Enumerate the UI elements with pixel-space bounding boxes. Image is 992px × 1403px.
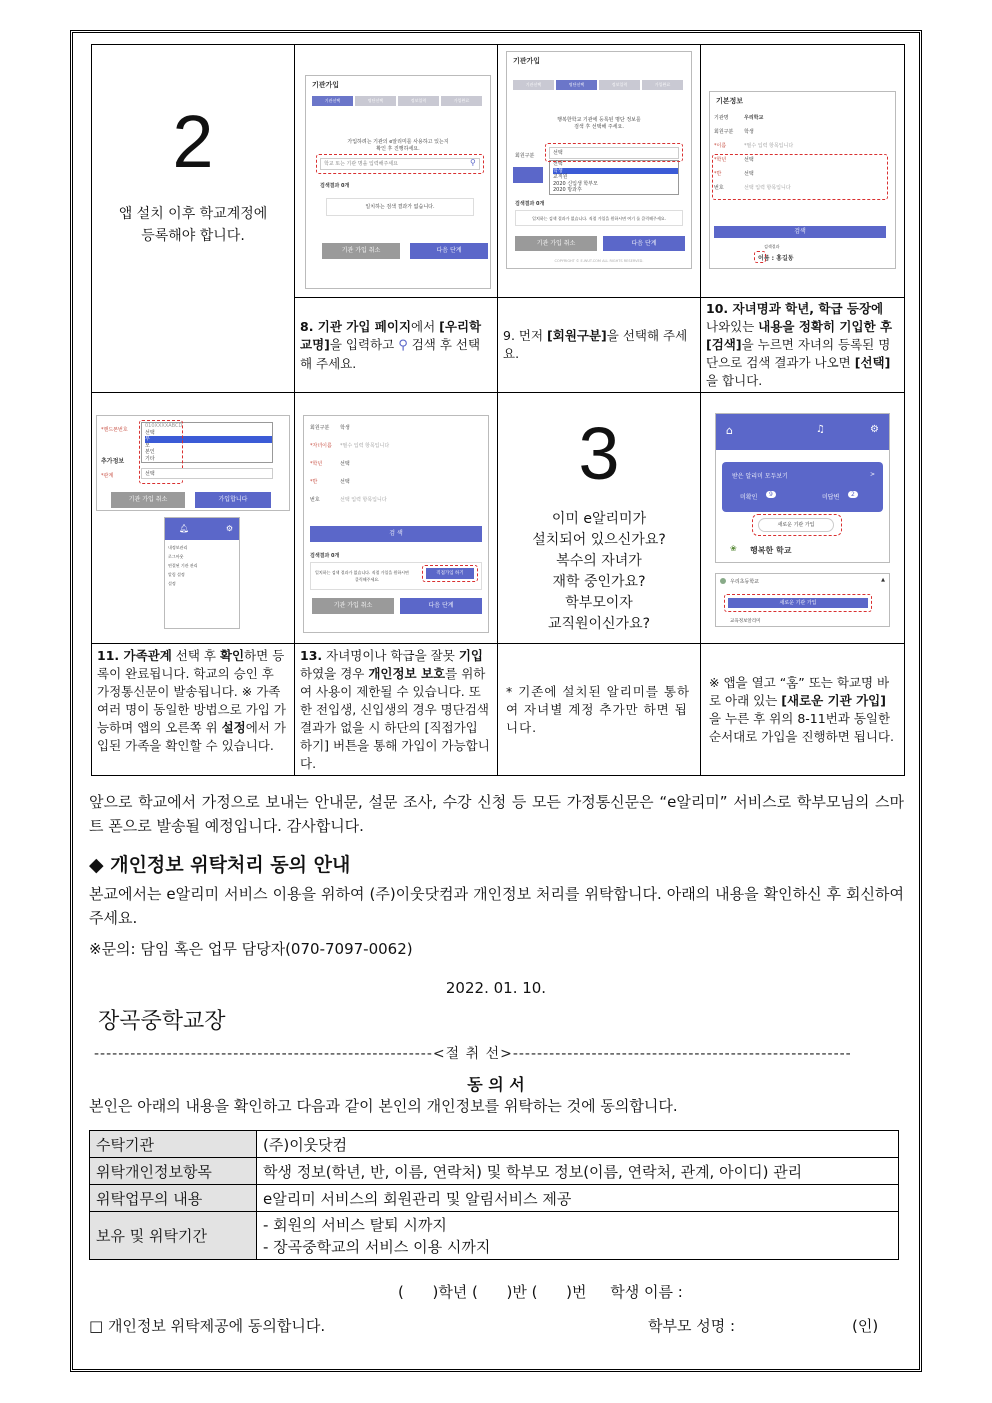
result-label: 검색결과 0개: [320, 183, 350, 189]
caption-text: 을 누르면 자녀의 등록된 명단으로 검색 결과가 나오면: [706, 337, 891, 370]
menu-item[interactable]: 로그아웃: [168, 554, 184, 559]
cancel-button[interactable]: 기관 가입 취소: [515, 236, 597, 251]
screenshot-cell: [498, 45, 701, 298]
step-tabs: [513, 80, 685, 90]
section-label: 추가정보: [101, 458, 125, 465]
table-value: [257, 1212, 899, 1260]
new-org-button[interactable]: 새로운 기관 가입: [758, 518, 834, 532]
guide-text: 검색 후 선택해 주세요.: [574, 124, 624, 130]
search-icon[interactable]: ⚲: [470, 158, 476, 167]
row-value[interactable]: 학생: [340, 425, 350, 431]
table-row: [90, 1131, 899, 1158]
caption-text: 을 합니다.: [706, 373, 763, 388]
caption-text: 을 선택해 주세요.: [503, 328, 688, 361]
caption-bold: 기입: [458, 648, 483, 663]
option[interactable]: 기타: [145, 455, 155, 462]
question-text: 재학 중인가요?: [552, 574, 646, 590]
notice-date: 2022. 01. 10.: [445, 979, 547, 997]
menu-item[interactable]: 알림 설정: [168, 572, 185, 577]
step3-question-cell: [498, 393, 701, 644]
row-value[interactable]: 선택: [744, 157, 754, 163]
guide-text: 확인 후 진행하세요.: [376, 146, 420, 152]
contact-info: ※문의: 담임 혹은 업무 담당자(070-7097-0062): [89, 940, 413, 958]
all-alerts-link[interactable]: 받은 알리미 모두보기: [732, 473, 788, 480]
caption-text: 하였을 경우: [300, 666, 369, 681]
result-label: 검색결과 0개: [515, 201, 545, 207]
row-value[interactable]: 선택 입력 항목입니다: [340, 497, 387, 503]
highlight-box: [316, 154, 484, 174]
question-text: 학부모이자: [565, 595, 633, 611]
row-label: 회원구분: [310, 425, 330, 431]
caption-text: 을 입력하고: [329, 336, 399, 352]
row-label: 번호: [310, 497, 320, 503]
step-number: 2: [172, 100, 214, 183]
screenshot-cell: [92, 393, 295, 644]
result-text: 클릭해주세요.: [355, 577, 380, 582]
screen-title: 기본정보: [716, 97, 744, 105]
caption-9: [498, 298, 701, 393]
table-key: 위탁업무의 내용: [90, 1185, 257, 1212]
screenshot-cell: [295, 393, 498, 644]
row-value[interactable]: 선택: [744, 171, 754, 177]
row-value[interactable]: *필수 입력 항목입니다: [340, 443, 390, 449]
section-title: ◆ 개인정보 위탁처리 동의 안내: [89, 854, 351, 876]
row-value[interactable]: 선택 입력 항목입니다: [744, 185, 791, 191]
next-button[interactable]: 다음 단계: [410, 243, 488, 259]
question-text: 이미 e알리미가: [551, 511, 647, 527]
highlight-box: [754, 251, 766, 263]
new-org-button[interactable]: 새로운 기관 가입: [728, 598, 868, 608]
step-tab: 가입완료: [441, 96, 482, 106]
result-label: 검색결과 0개: [310, 553, 340, 559]
cancel-button[interactable]: 기관 가입 취소: [322, 243, 400, 259]
caption-bold: [회원구분]: [547, 328, 607, 343]
highlight-box: [422, 565, 478, 582]
row-label: 회원구분: [714, 129, 734, 135]
member-type-select[interactable]: 선택: [549, 147, 679, 159]
caption-13: [295, 644, 498, 776]
caption-bold: [새로운 기관 가입]: [781, 692, 886, 708]
question-text: 복수의 자녀가: [556, 553, 642, 569]
gear-icon[interactable]: ⚙: [225, 524, 233, 533]
caption-bold: [우리학교명]: [300, 318, 482, 352]
caption-bold: 10. 자녀명과 학년, 학급 등장에: [706, 301, 884, 316]
step-number: 3: [578, 412, 620, 495]
screen-title: 기관가입: [513, 57, 541, 65]
consent-table: [89, 1130, 899, 1260]
caption-text: 자녀명이나 학급을 잘못: [322, 648, 459, 663]
seal-mark: (인): [852, 1317, 879, 1335]
caption-text: 을 누른 후 위의 8-11번과 동일한 순서대로 가입을 진행하면 됩니다.: [709, 710, 894, 744]
table-key: 보유 및 위탁기간: [90, 1212, 257, 1260]
caption-text: 나와있는: [706, 319, 759, 334]
table-row: [90, 1185, 899, 1212]
row-label: *반: [310, 479, 318, 485]
step-tab: 가입완료: [642, 80, 683, 90]
basic-info-screenshot: [709, 91, 896, 269]
next-button[interactable]: 다음 단계: [603, 236, 685, 251]
info-rows: [310, 424, 389, 514]
option[interactable]: 모: [145, 442, 150, 449]
question-text: 교직원이신가요?: [547, 616, 651, 632]
field-label: *핸드폰번호: [101, 427, 128, 433]
row-label: *학년: [310, 461, 323, 467]
cut-line: --------------------------------------------------------<절 취 선>--------------------------------------------------------: [94, 1046, 852, 1062]
question-text: 설치되어 있으신가요?: [532, 532, 666, 548]
step-tab: 정보입력: [398, 96, 439, 106]
phone-value: 010XXXXABCD: [145, 423, 183, 429]
unanswered-label[interactable]: 미답변: [822, 494, 840, 501]
member-type-options: [549, 160, 679, 195]
caption-text: 검색 후 선택해 주세요.: [300, 336, 481, 371]
cancel-button[interactable]: 기관 가입 취소: [111, 492, 185, 508]
org-list-item[interactable]: 교육정보알리미: [730, 619, 761, 624]
caption-existing: * 기존에 설치된 알리미를 통하여 자녀별 계정 추가만 하면 됩니다.: [498, 644, 701, 776]
unanswered-count: 2: [848, 491, 858, 498]
caption-11: [92, 644, 295, 776]
caption-bold: 8. 기관 가입 페이지: [300, 318, 412, 334]
step-tab: 정보입력: [599, 80, 640, 90]
step2-intro-cell: [92, 45, 295, 393]
notice-intro: 앞으로 학교에서 가정으로 보내는 안내문, 설문 조사, 수강 신청 등 모든 가정통신문은 “e알리미” 서비스로 학부모님의 스마트 폰으로 발송될 예정입니다. 감사합니다.: [89, 793, 904, 835]
parent-name-label: 학부모 성명 :: [648, 1317, 736, 1335]
caption-new-org: [701, 644, 905, 776]
consent-title: 동 의 서: [467, 1075, 525, 1094]
row-label: *이름: [714, 143, 727, 149]
bell-icon: 🔔︎: [179, 524, 190, 533]
caption-bold: [선택]: [854, 355, 891, 370]
school-logo-icon: [720, 578, 726, 584]
direct-join-button[interactable]: 직접가입 하기: [426, 568, 474, 579]
caption-text: 에서 가입된 가족을 확인할 수 있습니다.: [97, 720, 286, 753]
option[interactable]: 교직원: [553, 174, 568, 180]
chevron-right-icon: >: [869, 471, 875, 478]
option[interactable]: 선택: [145, 429, 155, 436]
section-body: 본교에서는 e알리미 서비스 이용을 위하여 (주)이웃닷컴과 개인정보 처리를 위탁합니다. 아래의 내용을 확인하신 후 회신하여 주세요.: [89, 885, 904, 927]
option[interactable]: 2020 방과후: [553, 187, 582, 193]
caption-text: 하면 등록이 완료됩니다. 학교의 승인 후 가정통신문이 발송됩니다. ※ 가족 여러 명이 동일한 방법으로 가입 가능하며 앱의 오른쪽 위: [97, 648, 286, 735]
result-text: 일치하는 검색 결과가 없습니다. 직접 가입을 원하시면 여기 를 클릭해주세요.: [515, 210, 683, 226]
screenshot-cell: [295, 45, 498, 298]
option[interactable]: 부: [145, 436, 272, 443]
caption-text: ※ 앱을 열고 “홈” 또는 학교명 바로 아래 있는: [709, 674, 890, 708]
table-row: [90, 1158, 899, 1185]
caption-bold: 확인: [219, 648, 245, 663]
highlight-box: [712, 154, 888, 200]
copyright: COPYRIGHT © E-WUT.COM ALL RIGHTS RESERVED.: [554, 259, 644, 263]
unread-label[interactable]: 미확인: [740, 494, 758, 501]
search-button[interactable]: 검 색: [310, 526, 482, 542]
search-input[interactable]: 학교 또는 기관 명을 입력해주세요: [320, 158, 480, 170]
field-label: *관계: [101, 473, 114, 479]
screen-title: 기관가입: [312, 81, 340, 89]
bell-icon[interactable]: ♫: [816, 424, 825, 435]
menu-item[interactable]: 연결된 기관 관리: [168, 563, 198, 568]
result-label: 검색결과: [764, 244, 780, 249]
screenshot-cell: [701, 45, 905, 298]
step-tab: 기관선택: [513, 80, 554, 90]
step-tabs: [312, 96, 484, 106]
row-label: 기관명: [714, 115, 729, 121]
cancel-button[interactable]: 기관 가입 취소: [312, 598, 394, 614]
caption-text: 를 위하여 사용이 제한될 수 있습니다. 또한 전입생, 신입생의 경우 명단검색 결과가 없을 시 하단의 [직접가입 하기] 버튼을 통해 가입이 가능합니다.: [300, 666, 490, 771]
row-value[interactable]: 선택: [340, 461, 350, 467]
relation-select[interactable]: 선택: [141, 468, 273, 479]
row-value[interactable]: 선택: [340, 479, 350, 485]
chevron-up-icon[interactable]: ▲: [881, 577, 885, 583]
row-value[interactable]: *필수 입력 항목입니다: [744, 143, 794, 149]
caption-text: 선택 후: [171, 648, 220, 663]
caption-bold: 13.: [300, 648, 323, 663]
result-text: 일치하는 검색 결과가 없습니다. 직접 가입을 원하시면: [315, 570, 409, 575]
step2-grid: [91, 44, 905, 393]
step-tab: 명단선택: [355, 96, 396, 106]
caption-bold: 11. 가족관계: [97, 648, 172, 663]
result-value[interactable]: 이름 : 홍길동: [758, 255, 794, 262]
school-name: 우리초등학교: [730, 579, 759, 585]
row-label: 번호: [714, 185, 724, 191]
school-logo-icon: ❀: [730, 544, 737, 553]
row-value: 우리학교: [744, 115, 764, 121]
join-button[interactable]: 가입합니다: [195, 492, 271, 508]
member-type-screenshot: [506, 51, 692, 269]
row-value[interactable]: 학생: [744, 129, 754, 135]
option[interactable]: 본인: [145, 449, 155, 455]
caption-text: 9. 먼저: [503, 328, 548, 343]
menu-item[interactable]: 내정보관리: [168, 545, 188, 550]
table-value: 학생 정보(학년, 반, 이름, 연락처) 및 학부모 정보(이름, 연락처, 관계, 아이디) 관리: [257, 1158, 899, 1185]
option[interactable]: 2020 신입생 학부모: [553, 180, 598, 187]
table-value: (주)이웃닷컴: [257, 1131, 899, 1158]
highlight-box: [724, 594, 872, 612]
guide-text: 행복한학교 기관에 등록된 명단 정보를: [557, 117, 641, 123]
intro-text: 등록해야 합니다.: [141, 228, 245, 244]
home-icon[interactable]: ⌂: [726, 424, 733, 437]
field-label: 회원구분: [515, 153, 535, 159]
table-value: e알리미 서비스의 회원관리 및 알림서비스 제공: [257, 1185, 899, 1212]
step3-grid: [91, 392, 905, 776]
screenshot-cell: [701, 393, 905, 644]
caption-8: [295, 298, 498, 393]
highlight-box: [752, 514, 842, 536]
home-screenshot: [715, 413, 890, 563]
school-name: 행복한 학교: [750, 546, 792, 555]
row-label: *반: [714, 171, 722, 177]
table-row: [90, 1212, 899, 1260]
period-line: - 장곡중학교의 서비스 이용 시까지: [263, 1237, 491, 1256]
highlight-box: [545, 143, 683, 162]
result-empty: 일치하는 검색 결과가 없습니다.: [326, 198, 474, 216]
org-join-screenshot: [305, 75, 491, 289]
caption-text: 에서: [411, 318, 440, 334]
option[interactable]: 학생: [553, 168, 678, 175]
row-label: *학년: [714, 157, 727, 163]
org-list-screenshot: [715, 573, 890, 627]
caption-bold: 설정: [221, 720, 246, 735]
direct-join-screenshot: [303, 415, 489, 633]
step-tab: 명단선택: [556, 80, 597, 90]
family-relation-screenshot: [96, 415, 290, 511]
unread-count: 9: [766, 491, 776, 498]
caption-bold: 개인정보 보호: [368, 666, 446, 681]
next-button[interactable]: 다음 단계: [400, 598, 482, 614]
caption-bold: 내용을 정확히 기입한 후 [검색]: [706, 319, 893, 352]
student-info-line[interactable]: ( )학년 ( )반 ( )번 학생 이름 :: [398, 1283, 683, 1301]
period-line: - 회원의 서비스 탈퇴 시까지: [263, 1215, 447, 1234]
search-icon: ⚲: [398, 337, 408, 353]
intro-text: 앱 설치 이후 학교계정에: [118, 206, 268, 222]
search-button[interactable]: 검색: [714, 226, 886, 238]
menu-item[interactable]: 설정: [168, 581, 176, 586]
app-header: [716, 414, 889, 450]
table-key: 수탁기관: [90, 1131, 257, 1158]
search-button[interactable]: [513, 167, 543, 183]
option[interactable]: 선택: [553, 161, 563, 167]
principal-name: 장곡중학교장: [98, 1009, 226, 1034]
row-label: *자녀이름: [310, 443, 332, 449]
caption-10: [701, 298, 905, 393]
consent-lead: 본인은 아래의 내용을 확인하고 다음과 같이 본인의 개인정보를 위탁하는 것에 동의합니다.: [89, 1097, 678, 1115]
settings-menu-screenshot: [164, 517, 240, 629]
step-tab: 기관선택: [312, 96, 353, 106]
gear-icon[interactable]: ⚙: [870, 424, 879, 435]
table-key: 위탁개인정보항목: [90, 1158, 257, 1185]
guide-text: 가입하려는 기관의 e알리미를 사용하고 있는지: [347, 139, 449, 145]
consent-checkbox[interactable]: □ 개인정보 위탁제공에 동의합니다.: [89, 1317, 326, 1335]
